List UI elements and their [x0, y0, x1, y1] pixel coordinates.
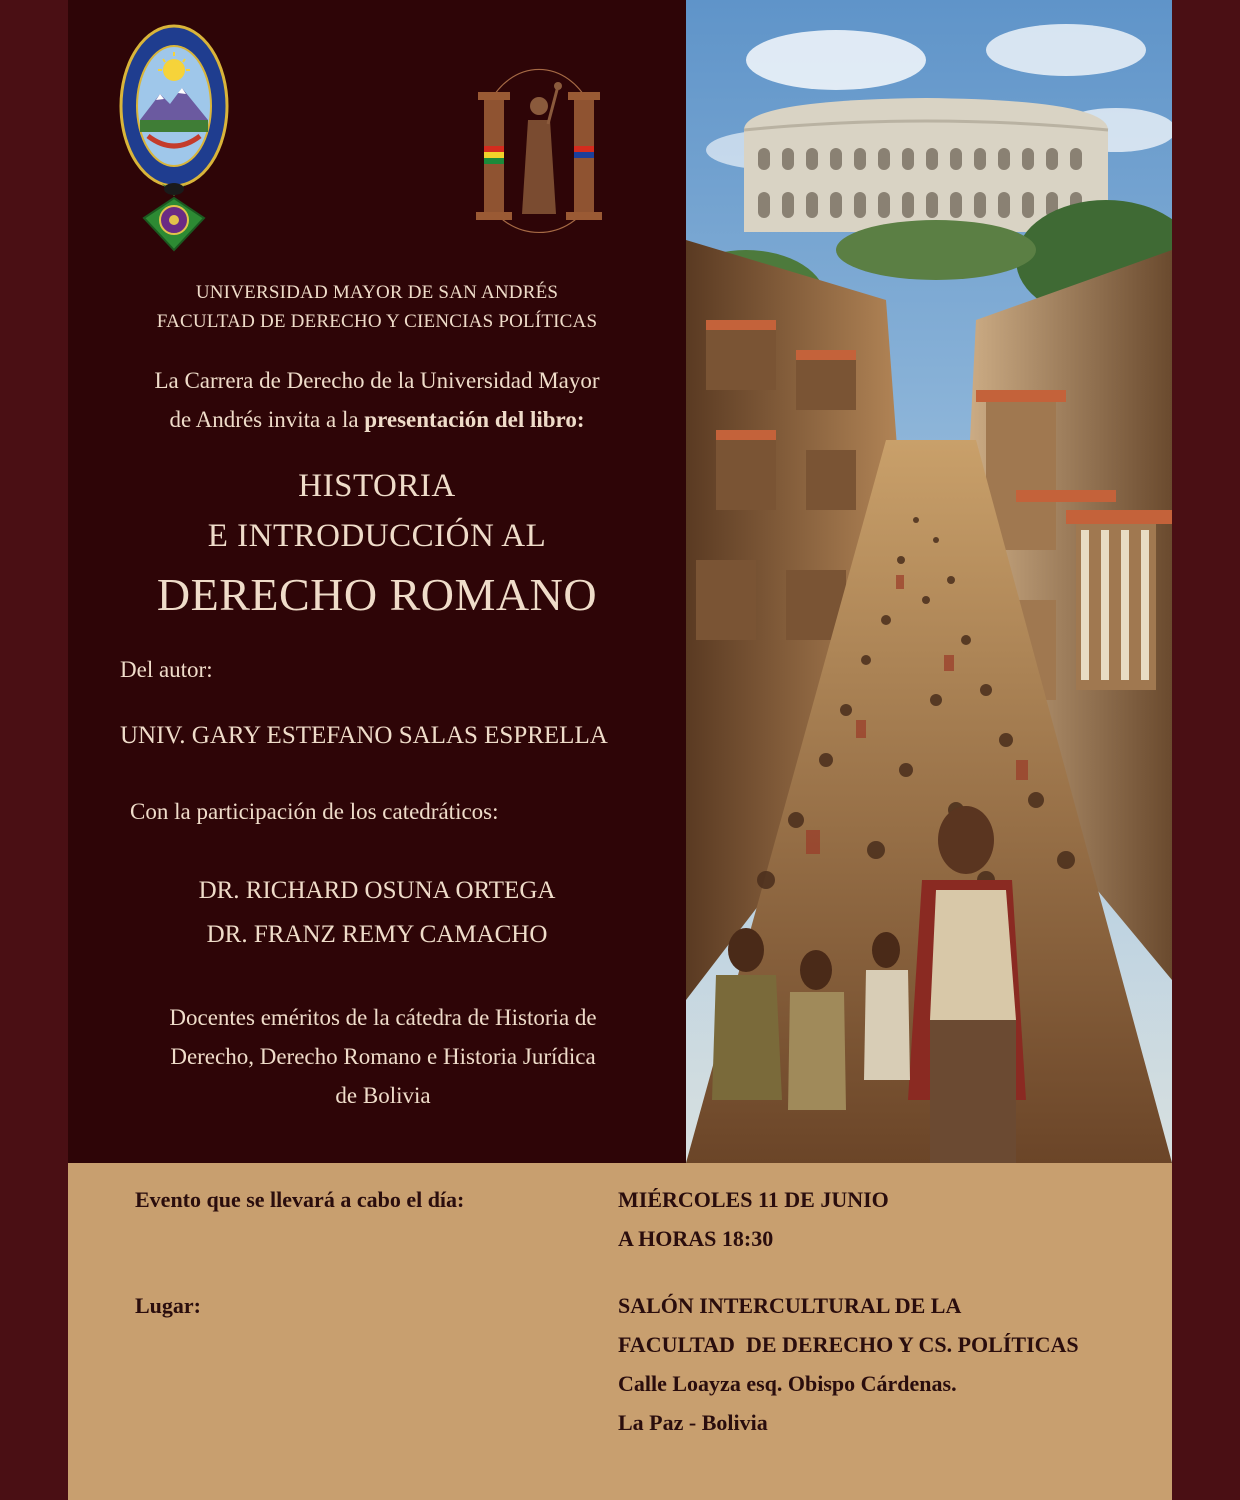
- colosseum-street-image: [686, 0, 1172, 1163]
- event-poster: [68, 0, 1172, 1500]
- faculty-emblem-logo: [472, 28, 606, 250]
- invitation-text: [68, 361, 686, 439]
- date-line-1: MIÉRCOLES 11 DE JUNIO: [618, 1187, 889, 1212]
- description-line: de Bolivia: [335, 1083, 431, 1108]
- place-line-2: FACULTAD DE DERECHO Y CS. POLÍTICAS: [618, 1332, 1079, 1357]
- book-title-line-3: DERECHO ROMANO: [156, 569, 598, 620]
- professor-name: DR. FRANZ REMY CAMACHO: [206, 921, 548, 948]
- professor-name: DR. RICHARD OSUNA ORTEGA: [198, 877, 556, 904]
- university-name: UNIVERSIDAD MAYOR DE SAN ANDRÉS: [195, 282, 559, 303]
- place-line-4: La Paz - Bolivia: [618, 1410, 768, 1435]
- invitation-line-2: [68, 400, 686, 439]
- invitation-line-2-prefix: de Andrés invita a la: [169, 407, 365, 432]
- faculty-name: FACULTAD DE DERECHO Y CIENCIAS POLÍTICAS: [156, 311, 598, 332]
- author-name: UNIV. GARY ESTEFANO SALAS ESPRELLA: [120, 722, 608, 749]
- author-label: Del autor:: [120, 657, 213, 682]
- date-label: Evento que se llevará a cabo el día:: [135, 1187, 465, 1212]
- place-line-3: Calle Loayza esq. Obispo Cárdenas.: [618, 1371, 957, 1396]
- poster-left-panel: [68, 0, 686, 1163]
- date-line-2: A HORAS 18:30: [618, 1226, 774, 1251]
- professors-description: [98, 998, 668, 1115]
- book-title-line-1: HISTORIA: [298, 468, 456, 504]
- place-line-1: SALÓN INTERCULTURAL DE LA: [618, 1293, 962, 1318]
- invitation-line-1: La Carrera de Derecho de la Universidad Mayor: [154, 368, 600, 393]
- book-title-line-2: E INTRODUCCIÓN AL: [207, 518, 547, 554]
- invitation-line-2-bold: presentación del libro:: [364, 407, 585, 432]
- participants-label: Con la participación de los catedráticos:: [130, 799, 499, 824]
- description-line: Derecho, Derecho Romano e Historia Jurídica: [170, 1044, 596, 1069]
- description-line: Docentes eméritos de la cátedra de Historia de: [169, 1005, 597, 1030]
- event-details-band: [68, 1163, 1172, 1500]
- place-label: Lugar:: [135, 1293, 201, 1318]
- rome-illustration: [686, 0, 1172, 1163]
- umsa-seal-logo: [118, 22, 230, 252]
